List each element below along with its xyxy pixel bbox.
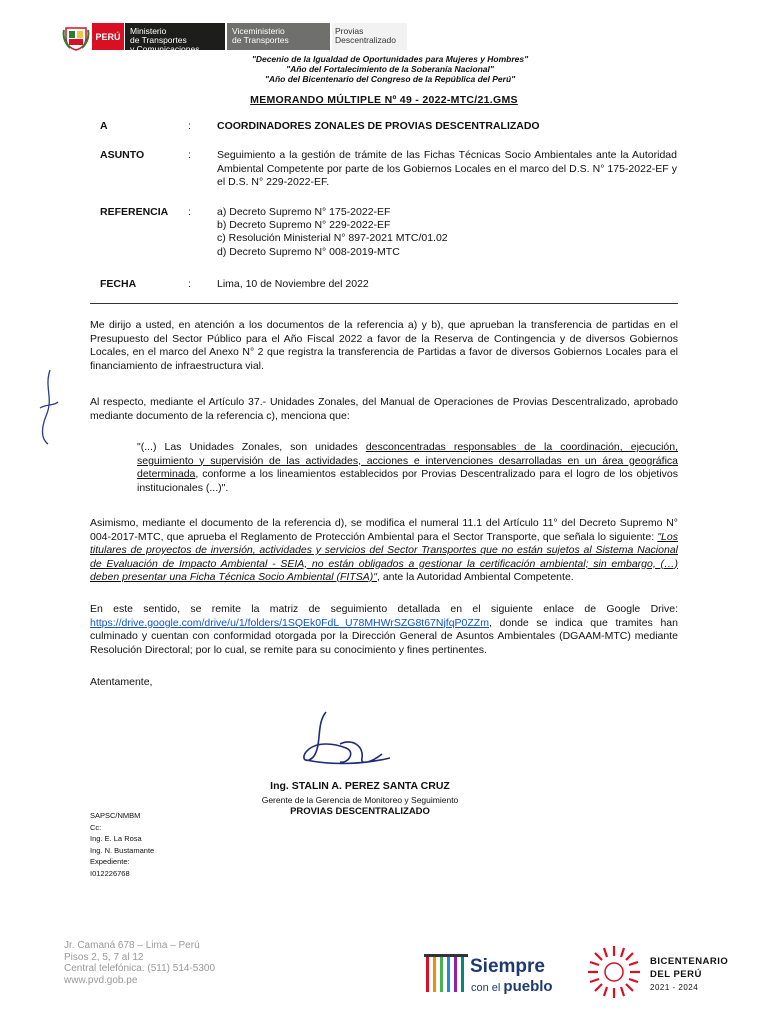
reference-list	[217, 206, 448, 259]
p4-text: En este sentido, se remite la matriz de seguimiento detallada en el siguiente enlace de Google Drive:	[90, 603, 678, 615]
reference-label: REFERENCIA	[100, 206, 169, 218]
cc-line: Ing. E. La Rosa	[90, 834, 142, 843]
vice-line: de Transportes	[232, 35, 289, 45]
provias-line: Descentralizado	[335, 35, 396, 45]
colon: :	[188, 206, 191, 218]
ministry-line: de Transportes	[130, 35, 187, 45]
ministry-logo	[125, 23, 225, 54]
peru-coat-of-arms-icon	[62, 22, 90, 52]
to-value: COORDINADORES ZONALES DE PROVIAS DESCENTRALIZADO	[217, 120, 540, 132]
paragraph-4	[90, 603, 678, 657]
paragraph-1: Me dirijo a usted, en atención a los documentos de la referencia a) y b), que aprueban la transferencia de partidas en el Presupuesto del Sector Público para el Año Fiscal 2022 a favor de la Reserva de Contingencia y de diversos Gobiernos Locales, en el marco del Anexo N° 2 que registra la transferencia de Partidas a favor de diversos Gobiernos Locales para el financiamiento de infraestructura vial.	[90, 319, 678, 372]
address-line: www.pvd.gob.pe	[64, 974, 138, 986]
pueblo-text: pueblo	[503, 978, 553, 995]
decade-line: "Año del Fortalecimiento de la Soberanía Nacional"	[286, 64, 494, 74]
cc-line: I012226768	[90, 868, 130, 878]
quote-text: "(...) Las Unidades Zonales, son unidades	[137, 441, 366, 453]
colon: :	[188, 120, 191, 132]
signer-org: PROVIAS DESCENTRALIZADO	[290, 806, 430, 817]
siempre-title: Siempre	[470, 956, 545, 977]
paragraph-3	[90, 517, 678, 585]
vice-line: Viceministerio	[232, 26, 285, 36]
quote-underlined: desconcentradas responsables de la coordinación, ejecución, seguimiento y supervisión de las actividades, acciones e intervenciones desarrolladas en un área geográfica determinada	[137, 441, 679, 480]
cc-line: Cc:	[90, 822, 102, 832]
p4-text: , donde se indica que tramites han culminado y cuentan con conformidad otorgada por la Dirección General de Asuntos Ambientales (DGAAM-MTC) mediante Resolución Directoral; por lo cual, se remite para su conocimiento y fines pertinentes.	[90, 616, 678, 656]
memo-title: MEMORANDO MÚLTIPLE Nº 49 - 2022-MTC/21.GMS	[250, 94, 518, 106]
subject-label: ASUNTO	[100, 149, 145, 161]
footer-address	[64, 940, 215, 986]
bicentenario-title: BICENTENARIO	[650, 956, 729, 967]
address-line: Central telefónica. (511) 514-5300	[64, 963, 216, 974]
margin-initial-signature	[36, 368, 62, 448]
to-label: A	[100, 120, 108, 132]
cc-line: Expediente:	[90, 857, 130, 866]
provias-logo	[332, 23, 407, 50]
ministry-line: y Comunicaciones	[130, 44, 200, 54]
p3-quote: "Los titulares de proyectos de inversión, actividades y servicios del Sector Transportes que no están sujetos al Sistema Nacional de Evaluación de Impacto Ambiental - SEIA, no están obligados a gestionar la certificación ambiental; sin embargo, (…) deben presentar una Ficha Técnica Socio Ambiental (FITSA)"	[90, 530, 678, 583]
quote-text: , conforme a los lineamientos establecidos por Provias Descentralizado para el logro de los objetivos institucionales (...)".	[137, 468, 678, 494]
ministry-line: Ministerio	[130, 26, 167, 36]
reference-item: c) Resolución Ministerial N° 897-2021 MTC/01.02	[217, 232, 448, 245]
colon: :	[188, 278, 191, 290]
bicentenario-del-peru: DEL PERÚ	[650, 969, 702, 980]
divider	[90, 303, 678, 304]
address-line: Jr. Camaná 678 – Lima – Perú	[64, 940, 200, 951]
handwritten-signature	[286, 704, 396, 774]
signer-name: Ing. STALIN A. PEREZ SANTA CRUZ	[270, 780, 450, 792]
bicentenario-sunburst-icon	[586, 944, 642, 1000]
siempre-con-el	[471, 978, 553, 995]
decade-line: "Año del Bicentenario del Congreso de la República del Perú"	[264, 74, 516, 84]
peru-logo-label: PERÚ	[92, 23, 124, 50]
cc-block	[90, 810, 154, 879]
con-el-text: con el	[471, 982, 501, 994]
address-line: Pisos 2, 5, 7 al 12	[64, 951, 144, 963]
signer-role: Gerente de la Gerencia de Monitoreo y Seguimiento	[261, 795, 459, 805]
cc-line: Ing. N. Bustamante	[90, 845, 155, 855]
paragraph-2: Al respecto, mediante el Artículo 37.- Unidades Zonales, del Manual de Operaciones de Provias Descentralizado, aprobado mediante documento de la referencia c), menciona que:	[90, 396, 678, 422]
date-label: FECHA	[100, 278, 137, 290]
p3-text: Asimismo, mediante el documento de la referencia d), se modifica el numeral 11.1 del Artículo 11° del Decreto Supremo N° 004-2017-MTC, que aprueba el Reglamento de Protección Ambiental para el Sector Transporte, que señala lo siguiente:	[90, 517, 678, 543]
siempre-stripes-icon	[424, 952, 468, 996]
date-value: Lima, 10 de Noviembre del 2022	[217, 278, 369, 290]
p3-text: , ante la Autoridad Ambiental Competente.	[376, 571, 574, 583]
quote-paragraph	[137, 441, 678, 495]
closing: Atentamente,	[90, 676, 153, 688]
reference-item: b) Decreto Supremo N° 229-2022-EF	[217, 219, 391, 232]
viceministry-logo	[227, 23, 330, 50]
decade-line: "Decenio de la Igualdad de Oportunidades para Mujeres y Hombres"	[251, 54, 529, 64]
provias-line: Provias	[335, 26, 364, 36]
google-drive-link[interactable]: https://drive.google.com/drive/u/1/folders/1SQEk0FdL_U78MHWrSZG8t67NjfqP0ZZm	[90, 616, 489, 629]
bicentenario-years: 2021 - 2024	[650, 983, 699, 992]
reference-item: d) Decreto Supremo N° 008-2019-MTC	[217, 245, 400, 258]
colon: :	[188, 149, 191, 161]
reference-item: a) Decreto Supremo N° 175-2022-EF	[217, 206, 391, 218]
cc-line: SAPSC/NMBM	[90, 811, 141, 820]
subject-value: Seguimiento a la gestión de trámite de las Fichas Técnicas Socio Ambientales ante la Autoridad Ambiental Competente por parte de los Gobiernos Locales en el marco del D.S. N° 175-2022-EF y el D.S. N° 229-2022-EF.	[217, 149, 677, 188]
